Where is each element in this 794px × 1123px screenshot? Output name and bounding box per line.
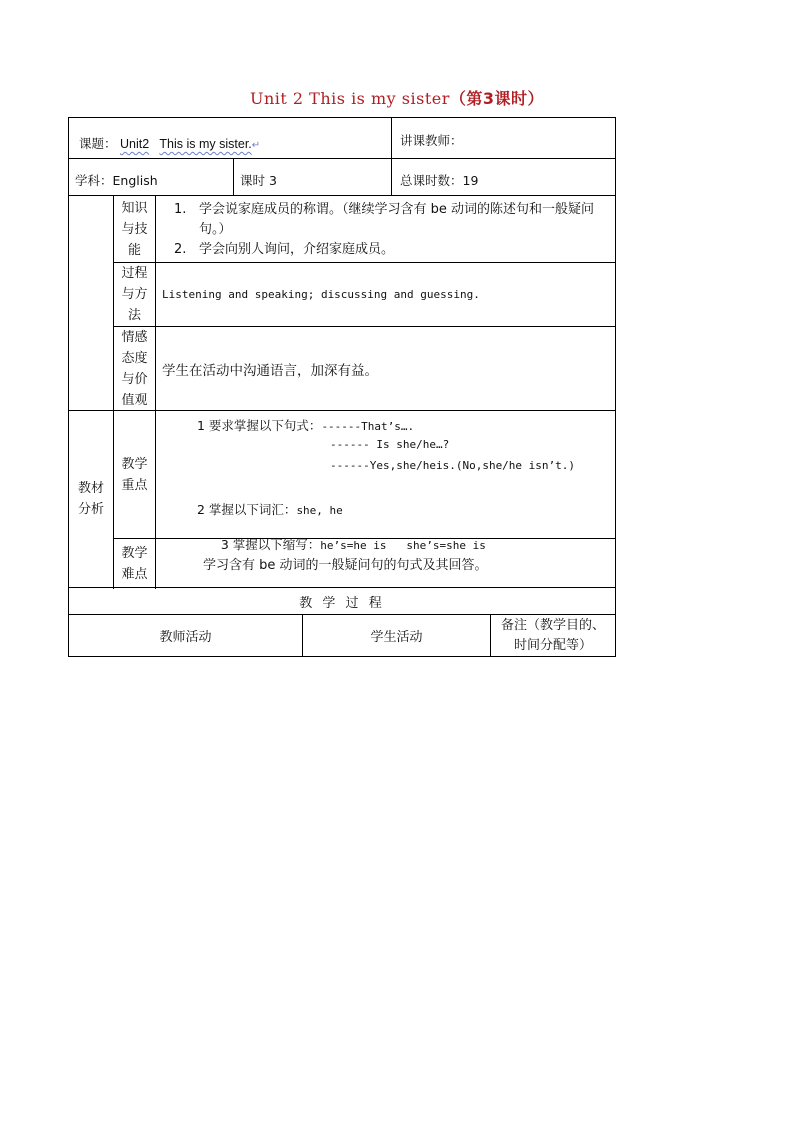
notes-label-line: 备注（教学目的、: [500, 618, 605, 633]
analysis-block: [68, 410, 616, 588]
process-header-row: [68, 587, 616, 615]
process-text: Listening and speaking; discussing and guessing.: [162, 287, 480, 301]
knowledge-label-line: 知识: [121, 200, 148, 216]
key-point-line: [197, 500, 343, 518]
student-activity-header: [302, 615, 490, 656]
teacher-activity-label: 教师活动: [159, 630, 212, 645]
key-points-content: [155, 411, 615, 552]
key-point-text: he’s=he is she’s=she is: [320, 539, 486, 552]
total-cell: [391, 159, 615, 195]
topic-cell: 课题： Unit2 This is my sister.↵: [79, 137, 261, 151]
attitude-text: 学生在活动中沟通语言，加深有益。: [162, 363, 378, 379]
difficulties-text: 学习含有 be 动词的一般疑问句的句式及其回答。: [203, 558, 488, 573]
key-point-text: she, he: [296, 504, 343, 517]
attitude-content: [155, 326, 615, 412]
knowledge-label-line: 能: [127, 242, 141, 258]
notes-label-line: 时间分配等）: [513, 638, 592, 653]
key-point-line: ------ Is she/he…?: [330, 438, 450, 451]
process-label: [113, 262, 155, 326]
attitude-label-line: 值观: [121, 393, 148, 408]
teacher-cell: [391, 118, 615, 158]
process-content: [155, 262, 615, 326]
attitude-label-line: 态度: [121, 351, 148, 366]
knowledge-item-num: 2.: [174, 242, 187, 257]
difficulties-label-line: 难点: [121, 566, 148, 582]
attitude-label-line: 与价: [121, 372, 148, 387]
title-english: Unit 2 This is my sister: [249, 89, 450, 108]
difficulties-content: [155, 538, 615, 589]
topic-label: 课题：: [79, 137, 117, 151]
process-label-line: 与方: [121, 286, 148, 302]
process-header: 教 学 过 程: [299, 595, 385, 611]
info-row: [68, 158, 616, 196]
analysis-label-line: 分析: [77, 502, 104, 517]
knowledge-item: [174, 200, 611, 240]
student-activity-label: 学生活动: [370, 630, 423, 645]
knowledge-item-num: 1.: [174, 202, 187, 217]
columns-header-row: [68, 614, 616, 657]
title-lesson: （第3课时）: [449, 89, 544, 108]
topic-text: This is my sister.: [159, 137, 252, 151]
knowledge-item-text: 学会向别人询问，介绍家庭成员。: [199, 242, 395, 257]
teacher-label: 讲课教师：: [400, 133, 463, 148]
analysis-label-line: 教材: [77, 481, 104, 496]
objectives-left-column: [69, 196, 113, 410]
attitude-label-line: 情感: [121, 330, 148, 345]
teacher-activity-header: [69, 615, 302, 656]
difficulties-label-line: 教学: [121, 545, 148, 561]
topic-row: [68, 117, 616, 159]
lesson-cell: [233, 159, 391, 195]
knowledge-item: [174, 240, 611, 260]
total-text: 总课时数：19: [400, 173, 479, 188]
page-title: [0, 86, 794, 109]
difficulties-label: [113, 538, 155, 589]
topic-unit: Unit2: [120, 137, 150, 151]
objectives-block: [68, 195, 616, 411]
key-points-label-line: 重点: [121, 477, 148, 493]
key-points-label: [113, 411, 155, 538]
lesson-text: 课时 3: [240, 173, 277, 188]
process-label-line: 法: [127, 307, 141, 323]
key-point-text: ------That’s….: [321, 420, 415, 433]
subject-text: 学科：English: [75, 173, 158, 188]
subject-cell: [69, 159, 233, 195]
notes-header: [490, 615, 615, 656]
process-label-line: 过程: [121, 265, 148, 281]
analysis-label: [69, 411, 113, 587]
knowledge-label: [113, 196, 155, 262]
key-point-line: ------Yes,she/heis.(No,she/he isn’t.): [330, 459, 576, 472]
key-point-prefix: 3 掌握以下缩写：: [220, 537, 321, 552]
knowledge-label-line: 与技: [121, 221, 148, 237]
attitude-label: [113, 326, 155, 412]
knowledge-item-text: 学会说家庭成员的称谓。（继续学习含有 be 动词的陈述句和一般疑问句。）: [199, 202, 595, 237]
knowledge-content: [155, 196, 615, 262]
key-point-prefix: 2 掌握以下词汇：: [197, 502, 297, 517]
key-points-label-line: 教学: [121, 456, 148, 472]
key-point-line: [197, 416, 414, 434]
key-point-prefix: 1 要求掌握以下句式：: [197, 418, 322, 433]
